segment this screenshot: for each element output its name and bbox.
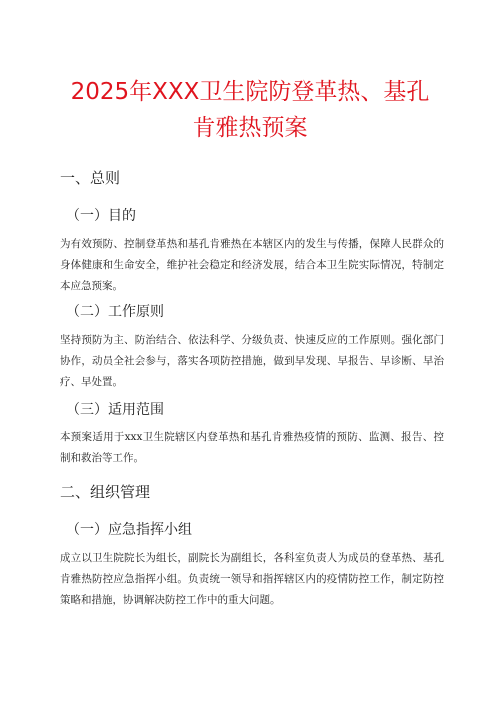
document-title-line-2: 肯雅热预案	[192, 115, 308, 141]
subsection-heading-purpose: （一）目的	[66, 208, 136, 224]
subsection-heading-scope: （三）适用范围	[66, 402, 164, 418]
subsection-heading-principles: （二）工作原则	[66, 304, 164, 320]
section-heading-organization: 二、组织管理	[60, 483, 151, 501]
paragraph-principles: 坚持预防为主、防治结合、依法科学、分级负责、快速反应的工作原则。强化部门协作，动员全社会参与，落实各项防控措施，做到早发现、早报告、早诊断、早治疗、早处置。	[60, 334, 444, 388]
paragraph-purpose: 为有效预防、控制登革热和基孔肯雅热在本辖区内的发生与传播，保障人民群众的身体健康和生命安全，维护社会稳定和经济发展，结合本卫生院实际情况，特制定本应急预案。	[60, 238, 444, 292]
paragraph-scope: 本预案适用于xxx卫生院辖区内登革热和基孔肯雅热疫情的预防、监测、报告、控制和救治等工作。	[60, 431, 444, 464]
document-title-line-1: 2025年XXX卫生院防登革热、基孔	[70, 79, 430, 105]
paragraph-command-group: 成立以卫生院院长为组长，副院长为副组长，各科室负责人为成员的登革热、基孔肯雅热防控应急指挥小组。负责统一领导和指挥辖区内的疫情防控工作，制定防控策略和措施，协调解决防控工作中的重大问题。	[60, 552, 444, 606]
section-heading-general: 一、总则	[60, 169, 121, 187]
subsection-heading-command-group: （一）应急指挥小组	[66, 522, 192, 538]
